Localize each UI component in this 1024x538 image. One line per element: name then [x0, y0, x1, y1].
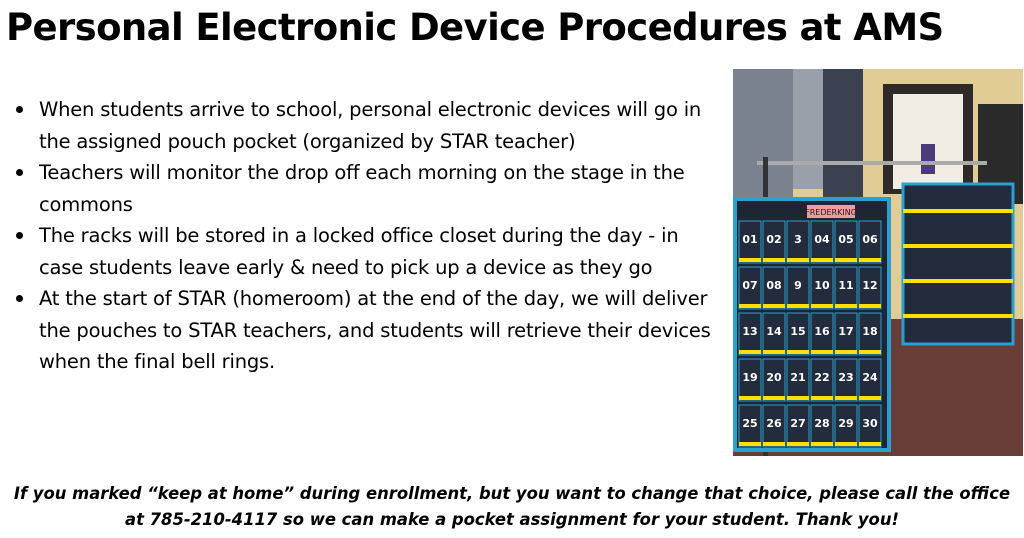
pocket-number: 01	[742, 233, 758, 246]
pocket-strip	[763, 350, 785, 354]
pocket-number: 21	[790, 371, 806, 384]
pocket-strip	[739, 442, 761, 446]
pocket-number: 19	[742, 371, 758, 384]
pocket-number: 27	[790, 417, 806, 430]
pocket-strip	[739, 258, 761, 262]
pocket-strip	[763, 442, 785, 446]
pocket-number: 20	[766, 371, 782, 384]
pocket-strip	[835, 258, 857, 262]
pocket-strip	[763, 396, 785, 400]
pocket-strip	[811, 258, 833, 262]
pocket-strip	[859, 258, 881, 262]
pocket-strip	[835, 350, 857, 354]
pocket-number: 29	[838, 417, 854, 430]
pocket-strip	[859, 396, 881, 400]
pocket-number: 23	[838, 371, 854, 384]
pocket-strip	[859, 442, 881, 446]
pouch-name-tag: FREDERKING	[805, 208, 857, 217]
pocket-number: 22	[814, 371, 830, 384]
list-item: Teachers will monitor the drop off each morning on the stage in the commons	[14, 157, 714, 220]
pocket-strip	[811, 442, 833, 446]
pocket-strip	[787, 304, 809, 308]
pocket-number: 9	[794, 279, 802, 292]
page-title: Personal Electronic Device Procedures at AMS	[6, 6, 944, 49]
pocket-number: 04	[814, 233, 830, 246]
pocket-number: 12	[862, 279, 878, 292]
pocket-strip	[787, 442, 809, 446]
pocket-number: 14	[766, 325, 782, 338]
pocket-number: 02	[766, 233, 782, 246]
pocket-number: 05	[838, 233, 854, 246]
pocket-strip	[739, 396, 761, 400]
pocket-strip	[859, 304, 881, 308]
pocket-strip	[835, 442, 857, 446]
pocket-strip	[835, 304, 857, 308]
pocket-number: 10	[814, 279, 830, 292]
pocket-number: 28	[814, 417, 830, 430]
pocket-strip	[811, 304, 833, 308]
pocket-strip	[787, 258, 809, 262]
pocket-number: 17	[838, 325, 854, 338]
pocket-strip	[787, 350, 809, 354]
pocket-number: 30	[862, 417, 878, 430]
pocket-number: 25	[742, 417, 758, 430]
pocket-strip	[739, 304, 761, 308]
pocket-number: 26	[766, 417, 782, 430]
pocket-number: 3	[794, 233, 802, 246]
pocket-number: 16	[814, 325, 830, 338]
pocket-strip	[835, 396, 857, 400]
pocket-number: 07	[742, 279, 758, 292]
pocket-strip	[811, 350, 833, 354]
pouch-rack-photo	[733, 69, 1023, 456]
pocket-number: 24	[862, 371, 878, 384]
list-item: At the start of STAR (homeroom) at the end of the day, we will deliver the pouches to STAR teachers, and students will retrieve their devices when the final bell rings.	[14, 283, 714, 378]
list-item: When students arrive to school, personal electronic devices will go in the assigned pouch pocket (organized by STAR teacher)	[14, 94, 714, 157]
pocket-strip	[739, 350, 761, 354]
pocket-strip	[811, 396, 833, 400]
pocket-number: 18	[862, 325, 878, 338]
pocket-number: 11	[838, 279, 854, 292]
pocket-number: 15	[790, 325, 806, 338]
procedure-list	[14, 94, 714, 378]
pocket-strip	[859, 350, 881, 354]
pocket-strip	[763, 304, 785, 308]
enrollment-note: If you marked “keep at home” during enrollment, but you want to change that choice, please call the office at 785-210-4117 so we can make a pocket assignment for your student. Thank you!	[13, 484, 1011, 529]
pouch-rack-illustration	[733, 69, 1023, 456]
list-item: The racks will be stored in a locked office closet during the day - in case students leave early & need to pick up a device as they go	[14, 220, 714, 283]
pocket-number: 08	[766, 279, 782, 292]
pocket-number: 13	[742, 325, 758, 338]
pocket-number: 06	[862, 233, 878, 246]
pocket-strip	[763, 258, 785, 262]
pocket-strip	[787, 396, 809, 400]
